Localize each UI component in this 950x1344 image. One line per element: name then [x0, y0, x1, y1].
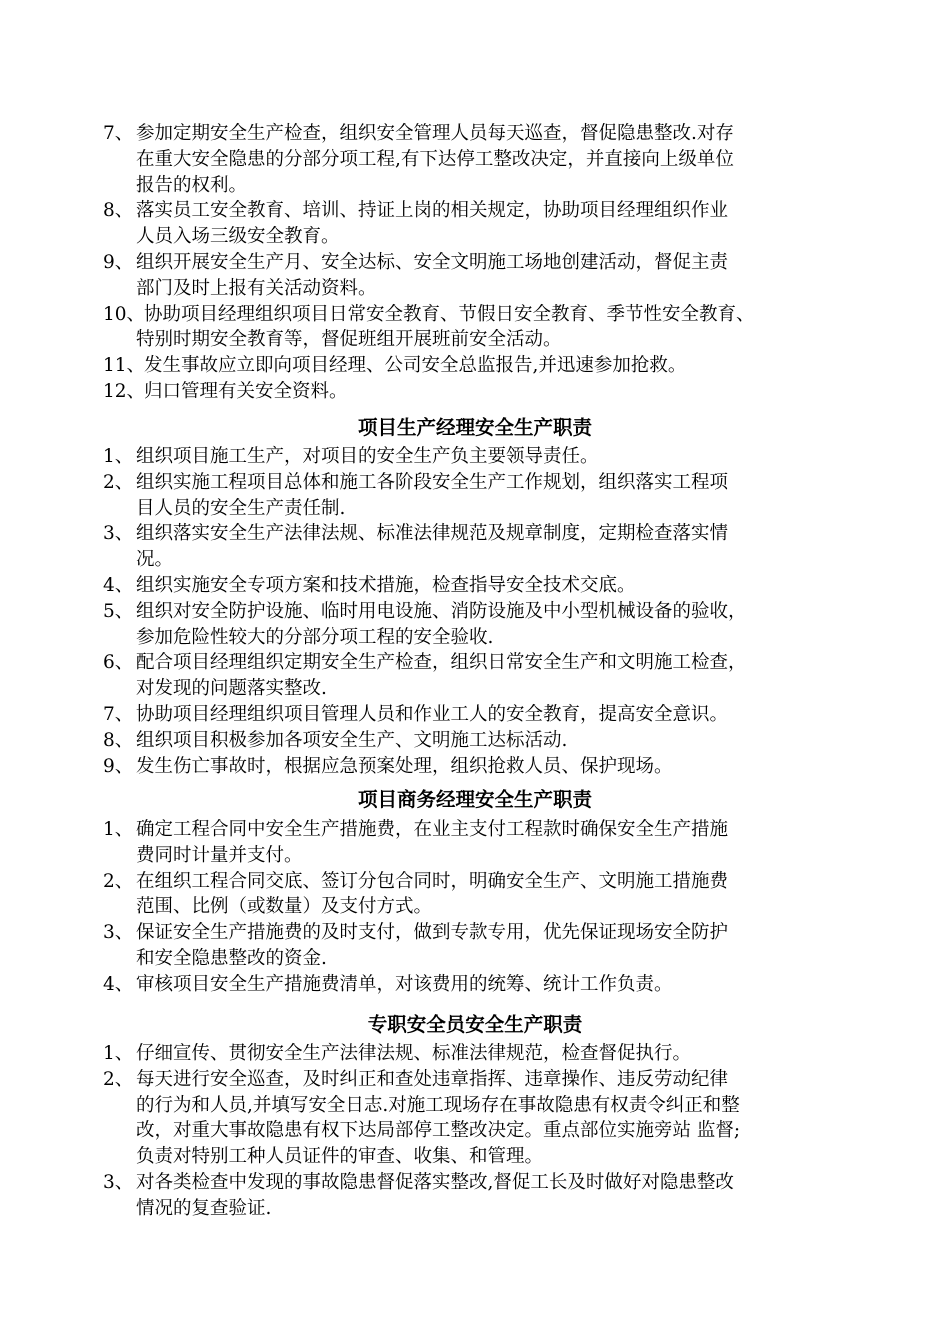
list-item-number: 6、: [103, 652, 134, 674]
section-business-manager-items: [103, 817, 903, 998]
list-item-text-line: 和安全隐患整改的资金.: [136, 947, 327, 969]
list-item: [103, 573, 903, 599]
list-item: [103, 198, 903, 250]
list-item-number: 7、: [103, 123, 134, 144]
list-item-text-line: 在重大安全隐患的分部分项工程,有下达停工整改决定，并直接向上级单位: [136, 148, 734, 170]
list-item-number: 4、: [103, 973, 134, 995]
list-item-number: 8、: [103, 200, 134, 222]
list-item: [103, 121, 903, 198]
list-item-number: 7、: [103, 703, 134, 725]
list-item-text-line: 范围、比例（或数量）及支付方式。: [136, 896, 433, 918]
list-item: [103, 869, 903, 921]
list-item-number: 12、: [103, 380, 146, 402]
list-item: [103, 754, 903, 780]
list-item: [103, 302, 903, 354]
list-item-text-line: 每天进行安全巡查，及时纠正和查处违章指挥、违章操作、违反劳动纪律: [136, 1068, 729, 1090]
list-item-number: 8、: [103, 729, 134, 751]
list-item: [103, 702, 903, 728]
list-item-text-line: 参加危险性较大的分部分项工程的安全验收.: [136, 626, 494, 648]
list-item-number: 1、: [103, 446, 134, 467]
list-item: [103, 728, 903, 754]
list-item-number: 2、: [103, 870, 134, 892]
list-item-text-line: 归口管理有关安全资料。: [144, 380, 348, 402]
list-item-text-line: 况。: [136, 549, 174, 571]
section-title-safety-officer: 专职安全员安全生产职责: [367, 1013, 583, 1036]
list-item-number: 9、: [103, 755, 134, 777]
list-item: [103, 379, 903, 405]
section-production-manager-items: [103, 444, 903, 779]
list-item-number: 9、: [103, 251, 134, 273]
list-item-text-line: 参加定期安全生产检查，组织安全管理人员每天巡查，督促隐患整改.对存: [136, 123, 734, 144]
list-item-number: 11、: [103, 355, 146, 377]
list-item: [103, 817, 903, 869]
list-item-number: 4、: [103, 574, 134, 596]
list-item-number: 10、: [103, 303, 146, 325]
list-item: [103, 470, 903, 522]
list-item: [103, 353, 903, 379]
list-item-text-line: 组织对安全防护设施、临时用电设施、消防设施及中小型机械设备的验收，: [136, 600, 747, 622]
list-item: [103, 599, 903, 651]
list-item: [103, 521, 903, 573]
list-item-text-line: 人员入场三级安全教育。: [136, 226, 340, 248]
list-item-text-line: 报告的权利。: [136, 174, 248, 196]
list-item-text-line: 改，对重大事故隐患有权下达局部停工整改决定。重点部位实施旁站 监督;: [136, 1120, 741, 1142]
list-item-text-line: 对各类检查中发现的事故隐患督促落实整改,督促工长及时做好对隐患整改: [136, 1171, 734, 1193]
list-item-text-line: 协助项目经理组织项目管理人员和作业工人的安全教育，提高安全意识。: [136, 703, 729, 725]
list-item-text-line: 落实员工安全教育、培训、持证上岗的相关规定，协助项目经理组织作业: [136, 200, 729, 222]
list-item-text-line: 负责对特别工种人员证件的审查、收集、和管理。: [136, 1146, 544, 1168]
list-item-text-line: 发生伤亡事故时，根据应急预案处理，组织抢救人员、保护现场。: [136, 755, 673, 777]
list-item-text-line: 协助项目经理组织项目日常安全教育、节假日安全教育、季节性安全教育、: [144, 303, 755, 325]
list-item: [103, 444, 903, 470]
list-item-number: 1、: [103, 1043, 134, 1064]
list-item-text-line: 组织项目施工生产，对项目的安全生产负主要领导责任。: [136, 446, 599, 467]
list-item-text-line: 部门及时上报有关活动资料。: [136, 277, 377, 299]
list-item-number: 3、: [103, 1171, 134, 1193]
list-item-text-line: 组织实施工程项目总体和施工各阶段安全生产工作规划，组织落实工程项: [136, 471, 729, 493]
list-item-text-line: 对发现的问题落实整改.: [136, 678, 327, 700]
list-item-text-line: 费同时计量并支付。: [136, 844, 303, 866]
section-responsibilities-continued: [103, 121, 903, 405]
list-item-number: 2、: [103, 1068, 134, 1090]
list-item: [103, 650, 903, 702]
list-item: [103, 920, 903, 972]
list-item-text-line: 组织开展安全生产月、安全达标、安全文明施工场地创建活动，督促主责: [136, 251, 729, 273]
section-title-production-manager: 项目生产经理安全生产职责: [357, 416, 592, 439]
list-item-number: 3、: [103, 922, 134, 944]
list-item-text-line: 在组织工程合同交底、签订分包合同时，明确安全生产、文明施工措施费: [136, 870, 729, 892]
list-item: [103, 1067, 903, 1170]
list-item-text-line: 组织落实安全生产法律法规、标准法律规范及规章制度，定期检查落实情: [136, 523, 729, 545]
list-item-text-line: 特别时期安全教育等，督促班组开展班前安全活动。: [136, 329, 562, 351]
list-item-text-line: 仔细宣传、贯彻安全生产法律法规、标准法律规范，检查督促执行。: [136, 1043, 692, 1064]
list-item-text-line: 配合项目经理组织定期安全生产检查，组织日常安全生产和文明施工检查，: [136, 652, 747, 674]
list-item-text-line: 的行为和人员,并填写安全日志.对施工现场存在事故隐患有权责令纠正和整: [136, 1094, 740, 1116]
list-item-number: 1、: [103, 819, 134, 840]
list-item-text-line: 组织项目积极参加各项安全生产、文明施工达标活动.: [136, 729, 568, 751]
list-item: [103, 972, 903, 998]
list-item-text-line: 审核项目安全生产措施费清单，对该费用的统筹、统计工作负责。: [136, 973, 673, 995]
section-safety-officer-items: [103, 1041, 903, 1222]
list-item-text-line: 发生事故应立即向项目经理、公司安全总监报告,并迅速参加抢救。: [144, 355, 687, 377]
list-item-text-line: 组织实施安全专项方案和技术措施，检查指导安全技术交底。: [136, 574, 636, 596]
list-item: [103, 1041, 903, 1067]
list-item-text-line: 保证安全生产措施费的及时支付，做到专款专用，优先保证现场安全防护: [136, 922, 729, 944]
list-item-number: 2、: [103, 471, 134, 493]
list-item: [103, 1170, 903, 1222]
list-item-text-line: 情况的复查验证.: [136, 1197, 272, 1219]
section-title-business-manager: 项目商务经理安全生产职责: [357, 788, 592, 811]
list-item-number: 5、: [103, 600, 134, 622]
list-item-text-line: 确定工程合同中安全生产措施费，在业主支付工程款时确保安全生产措施: [136, 819, 729, 840]
list-item-number: 3、: [103, 523, 134, 545]
list-item: [103, 250, 903, 302]
list-item-text-line: 目人员的安全生产责任制.: [136, 497, 346, 519]
